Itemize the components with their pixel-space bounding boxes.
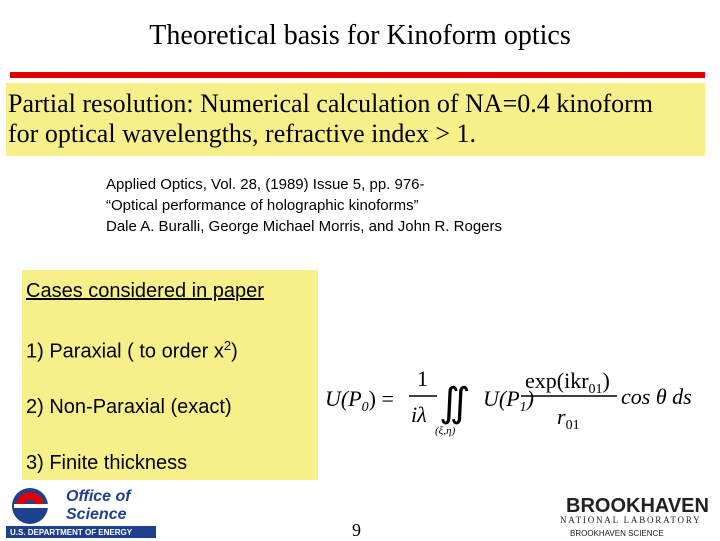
case-paraxial-text: 1) Paraxial ( to order x: [26, 340, 224, 363]
cases-heading: Cases considered in paper: [26, 280, 264, 302]
bnl-assoc: BROOKHAVEN SCIENCE: [570, 529, 664, 538]
case-paraxial: [26, 338, 238, 364]
cases-box: [22, 270, 318, 480]
office-of-science-logo: [4, 484, 164, 540]
slide-title: Theoretical basis for Kinoform optics: [149, 20, 571, 51]
page-number: 9: [352, 520, 361, 540]
case-finite-thickness: 3) Finite thickness: [26, 452, 188, 474]
highlight-line-1: Partial resolution: Numerical calculation of NA=0.4 kinoform: [8, 89, 653, 118]
title-divider: [10, 72, 705, 78]
bnl-name: BROOKHAVEN: [566, 495, 709, 517]
brookhaven-logo: [556, 492, 720, 540]
eq-frac1-num: 1: [417, 366, 428, 391]
case-paraxial-exponent: 2: [223, 338, 232, 353]
eq-frac2-den: $r_{01}$: [557, 404, 580, 433]
eq-frac1-den: iλ: [411, 402, 427, 427]
eq-lhs: $U(P_0)$ =: [325, 386, 394, 415]
reference-title: “Optical performance of holographic kinoforms”: [106, 197, 419, 214]
office-line-1: Office of: [66, 488, 131, 505]
case-paraxial-close: ): [231, 340, 238, 363]
case-non-paraxial: 2) Non-Paraxial (exact): [26, 396, 232, 418]
doe-label: U.S. DEPARTMENT OF ENERGY: [10, 528, 133, 537]
kirchhoff-equation: [325, 360, 720, 440]
eq-tail: cos θ ds: [621, 384, 692, 409]
highlight-box: [6, 83, 705, 156]
office-line-2: Science: [66, 506, 127, 523]
eq-u-p1: $U(P_1)$: [483, 386, 534, 415]
highlight-line-2: for optical wavelengths, refractive index > 1.: [8, 119, 477, 148]
reference-journal: Applied Optics, Vol. 28, (1989) Issue 5, pp. 976-: [106, 176, 425, 193]
eq-frac2-num: exp(ikr$_{01}$): [525, 368, 610, 397]
eq-integral: ∬: [439, 380, 471, 425]
eq-region: (ξ,η): [435, 425, 456, 437]
bnl-sub: NATIONAL LABORATORY: [560, 515, 702, 525]
reference-authors: Dale A. Buralli, George Michael Morris, and John R. Rogers: [106, 218, 503, 235]
